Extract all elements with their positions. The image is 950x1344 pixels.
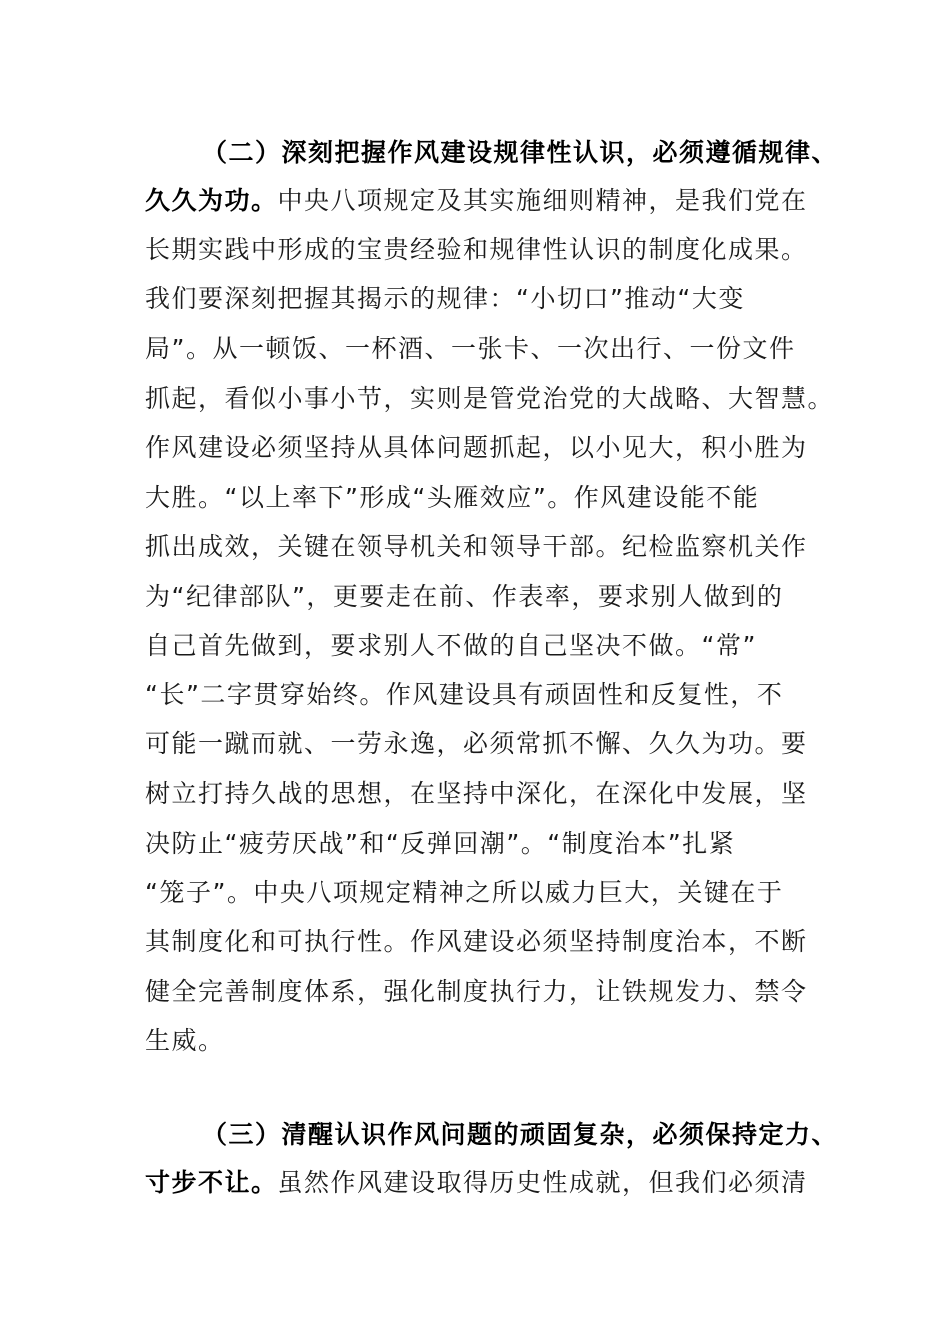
text-line: [145, 379, 834, 419]
text-line: [145, 922, 808, 962]
text-line: [145, 1163, 808, 1203]
text-line: [202, 1115, 838, 1155]
text-line: [145, 478, 759, 518]
body-text: 决防止“疲劳厌战”和“反弹回潮”。“制度治本”扎紧: [145, 829, 736, 858]
body-text: 树立打持久战的思想，在坚持中深化，在深化中发展，坚: [145, 779, 808, 808]
text-line: [145, 527, 808, 567]
text-line: [145, 724, 808, 764]
body-text: 抓出成效，关键在领导机关和领导干部。纪检监察机关作: [145, 532, 808, 561]
section-heading: 寸步不让。: [145, 1168, 278, 1197]
text-line: [145, 774, 808, 814]
text-line: [145, 329, 795, 369]
text-line: [145, 824, 735, 864]
section-heading: （三）清醒认识作风问题的顽固复杂，必须保持定力、: [202, 1120, 839, 1149]
body-text: 作风建设必须坚持从具体问题抓起，以小见大，积小胜为: [145, 433, 808, 462]
body-text: 为“纪律部队”，更要走在前、作表率，要求别人做到的: [145, 582, 784, 611]
text-line: [145, 230, 808, 270]
body-text: “笼子”。中央八项规定精神之所以威力巨大，关键在于: [145, 878, 784, 907]
body-text: 我们要深刻把握其揭示的规律：“小切口”推动“大变: [145, 284, 745, 313]
body-text: 虽然作风建设取得历史性成就，但我们必须清: [277, 1168, 808, 1197]
body-text: 中央八项规定及其实施细则精神，是我们党在: [277, 186, 808, 215]
text-line: [145, 873, 783, 913]
text-line: [145, 428, 808, 468]
text-line: [145, 279, 745, 319]
text-line: [145, 181, 808, 221]
body-text: 可能一蹴而就、一劳永逸，必须常抓不懈、久久为功。要: [145, 729, 808, 758]
text-line: [202, 133, 838, 173]
text-line: [145, 626, 757, 666]
body-text: 长期实践中形成的宝贵经验和规律性认识的制度化成果。: [145, 235, 808, 264]
text-line: [145, 577, 783, 617]
body-text: 大胜。“以上率下”形成“头雁效应”。作风建设能不能: [145, 483, 760, 512]
text-line: [145, 675, 783, 715]
body-text: 自己首先做到，要求别人不做的自己坚决不做。“常”: [145, 631, 757, 660]
section-heading: （二）深刻把握作风建设规律性认识，必须遵循规律、: [202, 138, 839, 167]
body-text: 抓起，看似小事小节，实则是管党治党的大战略、大智慧。: [145, 384, 835, 413]
body-text: 其制度化和可执行性。作风建设必须坚持制度治本，不断: [145, 927, 808, 956]
text-line: [145, 1021, 225, 1061]
body-text: “长”二字贯穿始终。作风建设具有顽固性和反复性，不: [145, 680, 784, 709]
body-text: 局”。从一顿饭、一杯酒、一张卡、一次出行、一份文件: [145, 334, 796, 363]
body-text: 健全完善制度体系，强化制度执行力，让铁规发力、禁令: [145, 977, 808, 1006]
body-text: 生威。: [145, 1026, 225, 1055]
text-line: [145, 972, 808, 1012]
section-heading: 久久为功。: [145, 186, 278, 215]
